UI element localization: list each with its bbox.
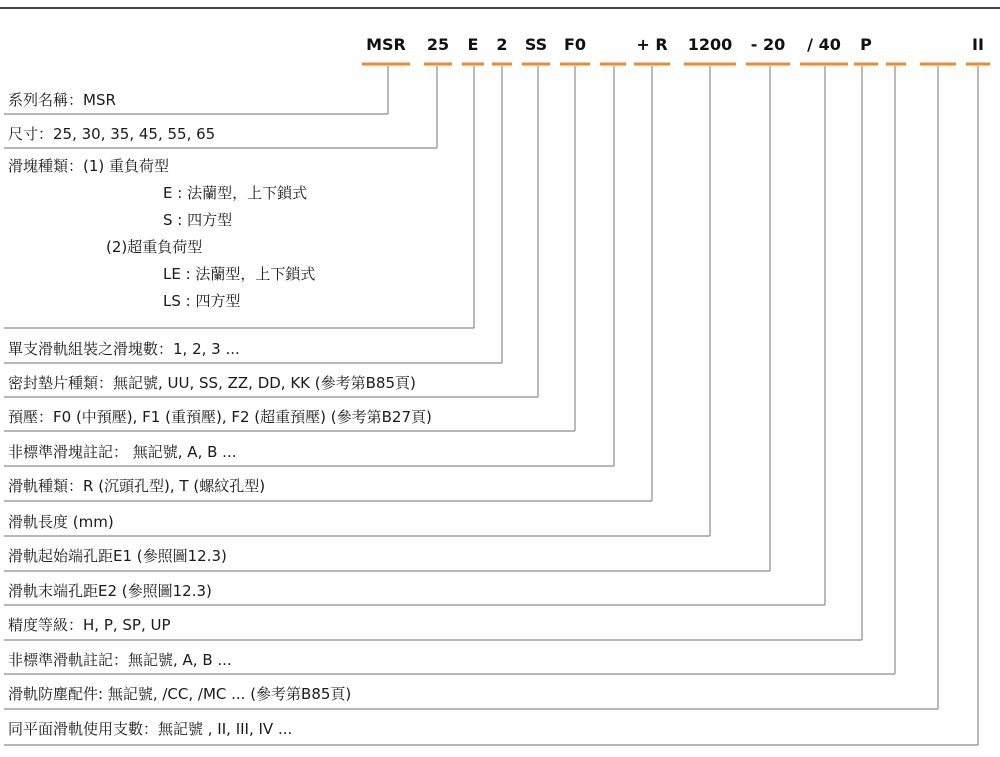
label-preload: 預壓：F0 (中預壓), F1 (重預壓), F2 (超重預壓) (參考第B27頁) — [8, 408, 432, 426]
label-block-type-s: S : 四方型 — [163, 211, 233, 229]
label-block-type: 滑塊種類：(1) 重負荷型 — [8, 157, 170, 175]
label-dust-cover: 滑軌防塵配件: 無記號, /CC, /MC ... (參考第B85頁) — [8, 685, 352, 703]
label-rail-mark: 非標準滑軌註記：無記號, A, B ... — [8, 651, 232, 669]
code-token-series: MSR — [366, 35, 406, 54]
label-rail-type: 滑軌種類：R (沉頭孔型), T (螺紋孔型) — [8, 477, 266, 495]
label-block-mark: 非標準滑塊註記： 無記號, A, B ... — [8, 443, 237, 461]
code-token-block-type: E — [467, 35, 479, 54]
code-token-block-count: 2 — [496, 35, 508, 54]
label-block-type-le: LE : 法蘭型，上下鎖式 — [163, 265, 316, 283]
label-block-type-2: (2)超重負荷型 — [106, 238, 203, 256]
code-token-e2: / 40 — [807, 35, 841, 54]
code-token-seal: SS — [524, 35, 548, 54]
code-token-accuracy: P — [860, 35, 872, 54]
label-e2: 滑軌末端孔距E2 (參照圖12.3) — [8, 582, 212, 600]
label-rail-quantity: 同平面滑軌使用支數：無記號 , II, III, IV ... — [8, 720, 293, 738]
label-accuracy: 精度等級：H, P, SP, UP — [8, 616, 171, 634]
code-token-size: 25 — [426, 35, 450, 54]
label-e1: 滑軌起始端孔距E1 (參照圖12.3) — [8, 547, 227, 565]
code-token-preload: F0 — [563, 35, 587, 54]
label-size: 尺寸：25, 30, 35, 45, 55, 65 — [8, 125, 216, 143]
code-token-rail-length: 1200 — [687, 35, 733, 54]
label-series: 系列名稱：MSR — [8, 91, 116, 109]
label-rail-length: 滑軌長度 (mm) — [8, 513, 114, 531]
label-block-type-ls: LS : 四方型 — [163, 292, 241, 310]
label-seal: 密封墊片種類：無記號, UU, SS, ZZ, DD, KK (參考第B85頁) — [8, 374, 416, 392]
code-token-e1: - 20 — [750, 35, 786, 54]
label-block-count: 單支滑軌組裝之滑塊數：1, 2, 3 ... — [8, 340, 240, 358]
label-block-type-e: E : 法蘭型，上下鎖式 — [163, 184, 308, 202]
code-token-rail-type: + R — [636, 35, 668, 54]
code-token-rail-quantity: II — [972, 35, 984, 54]
